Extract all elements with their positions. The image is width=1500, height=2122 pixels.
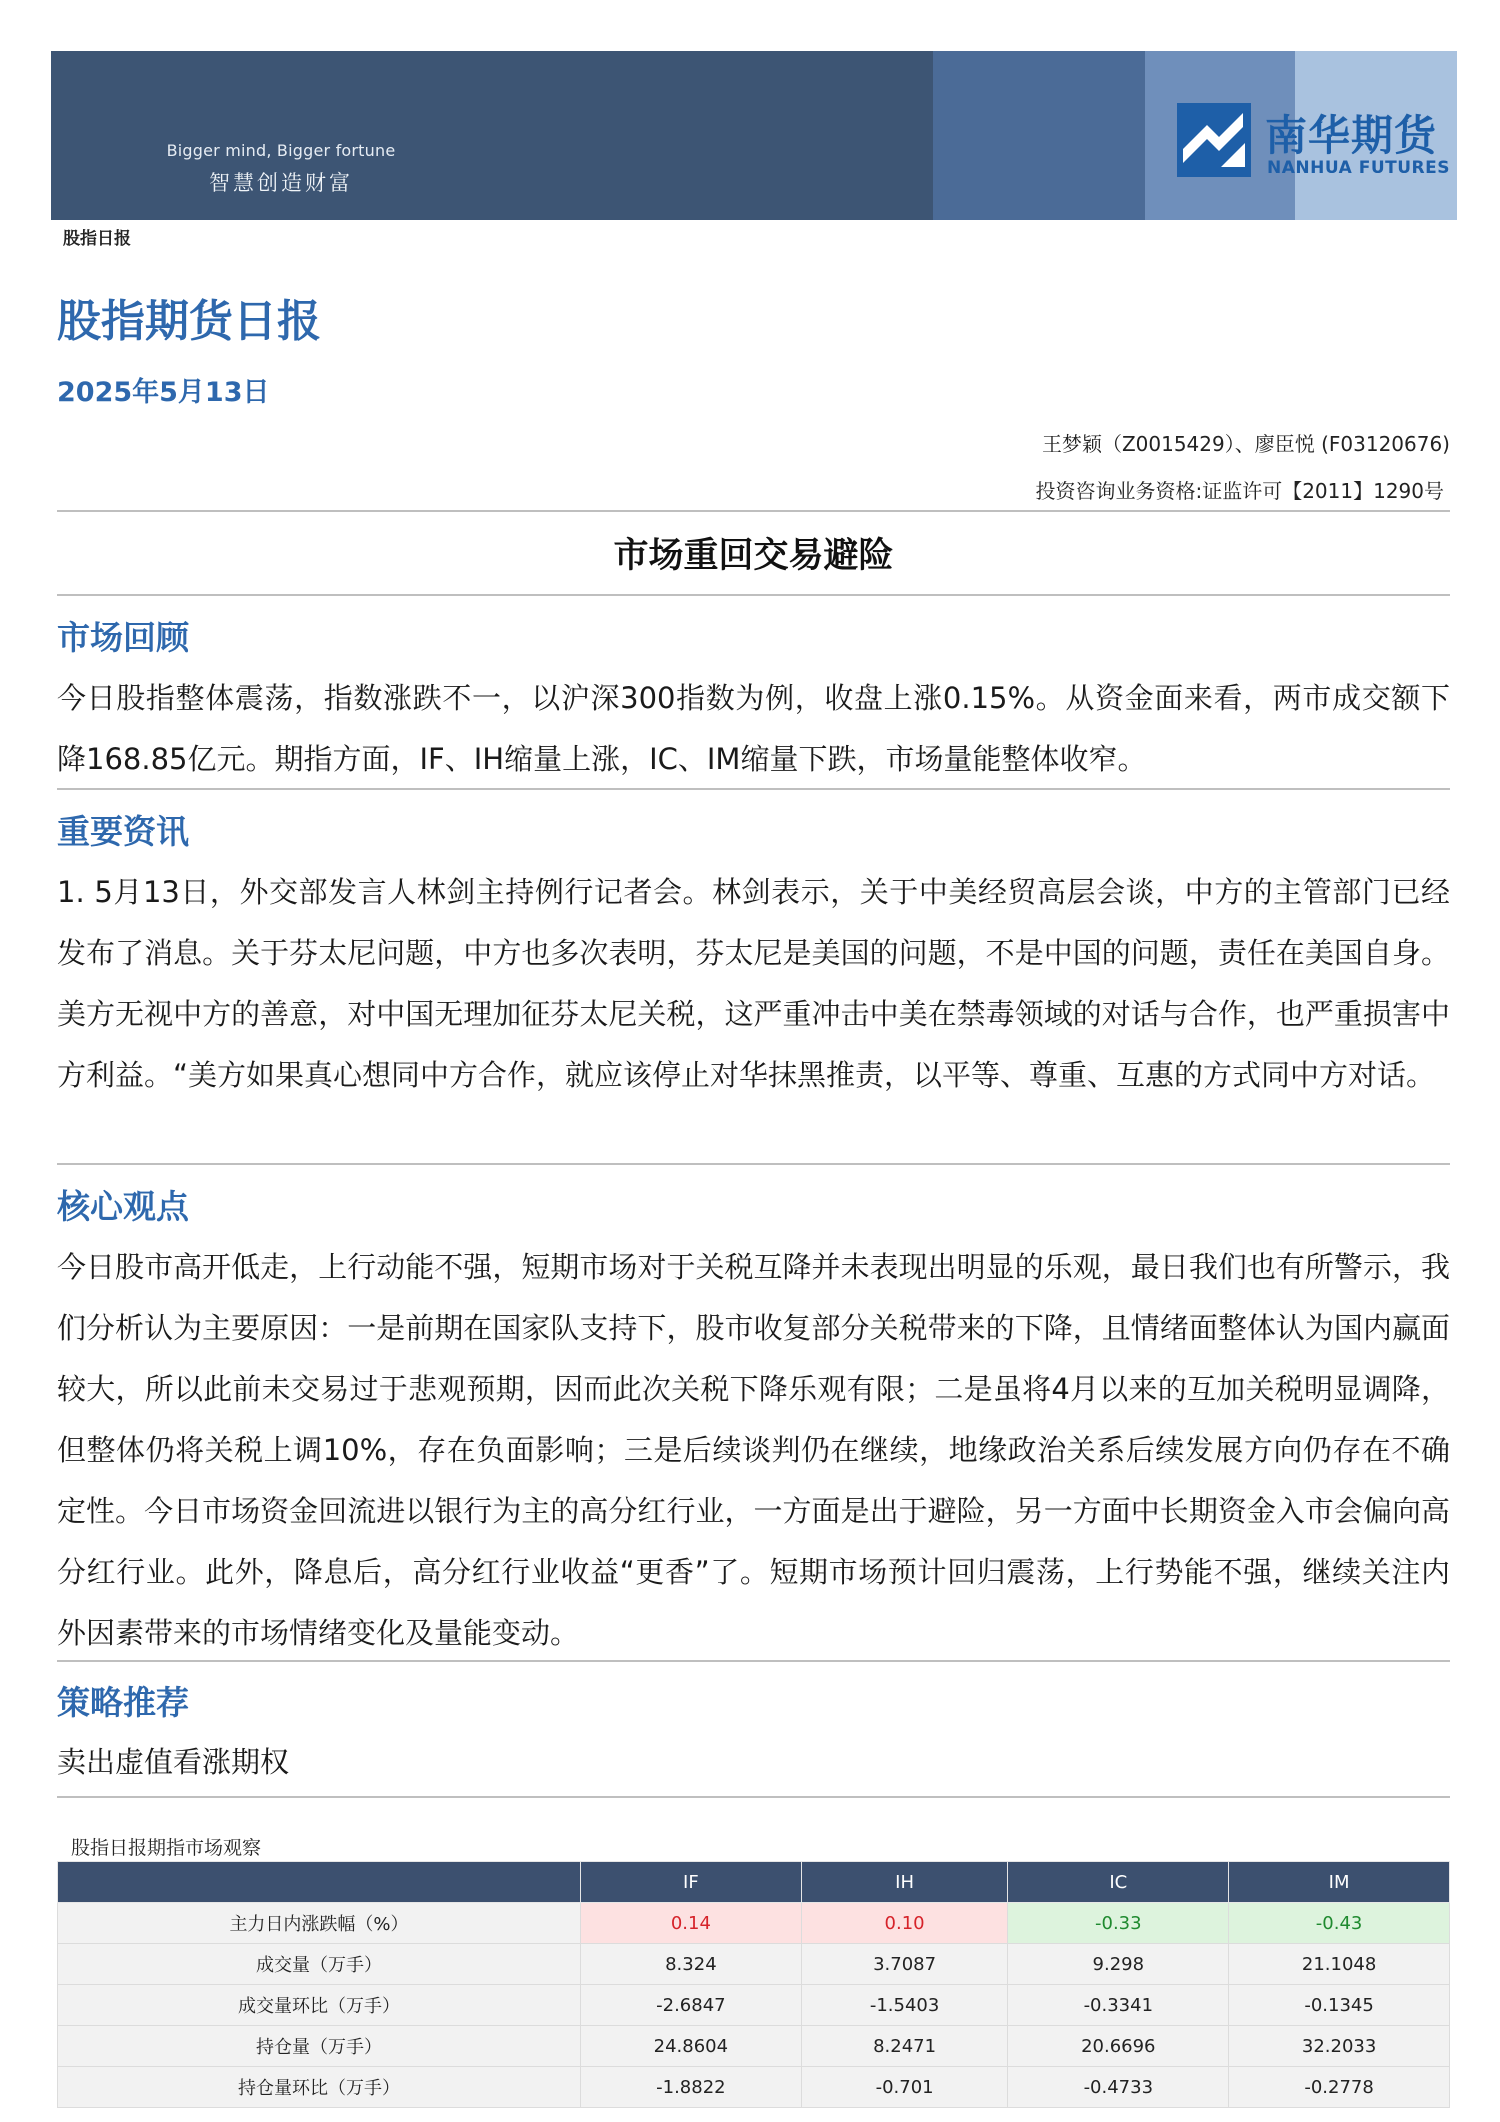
table-header-cell: IC bbox=[1008, 1862, 1229, 1903]
section-body-core-view: 今日股市高开低走，上行动能不强，短期市场对于关税互降并未表现出明显的乐观，最日我们也有所警示，我们分析认为主要原因：一是前期在国家队支持下，股市收复部分关税带来的下降，且情绪面整体认为国内赢面较大，所以此前未交易过于悲观预期，因而此次关税下降乐观有限；二是虽将4月以来的互加关税明显调降，但整体仍将关税上调10%，存在负面影响；三是后续谈判仍在继续，地缘政治关系后续发展方向仍存在不确定性。今日市场资金回流进以银行为主的高分红行业，一方面是出于避险，另一方面中长期资金入市会偏向高分红行业。此外，降息后，高分红行业收益“更香”了。短期市场预计回归震荡，上行势能不强，继续关注内外因素带来的市场情绪变化及量能变动。 bbox=[57, 1250, 1450, 1650]
table-caption: 股指日报期指市场观察 bbox=[71, 1837, 262, 1859]
section-title-strategy: 策略推荐 bbox=[57, 1683, 189, 1722]
table-cell: 32.2033 bbox=[1229, 2026, 1450, 2067]
table-row bbox=[58, 1985, 1450, 2026]
table-cell: -0.3341 bbox=[1008, 1985, 1229, 2026]
section-title-core-view: 核心观点 bbox=[57, 1187, 189, 1226]
table-cell: -0.2778 bbox=[1229, 2067, 1450, 2108]
table-row bbox=[58, 1903, 1450, 1944]
section-body-key-news: 1. 5月13日，外交部发言人林剑主持例行记者会。林剑表示，关于中美经贸高层会谈，中方的主管部门已经发布了消息。关于芬太尼问题，中方也多次表明，芬太尼是美国的问题，不是中国的问题，责任在美国自身。美方无视中方的善意，对中国无理加征芬太尼关税，这严重冲击中美在禁毒领域的对话与合作，也严重损害中方利益。“美方如果真心想同中方合作，就应该停止对华抹黑推责，以平等、尊重、互惠的方式同中方对话。 bbox=[57, 875, 1450, 1092]
row-label: 主力日内涨跌幅（%） bbox=[58, 1903, 581, 1944]
table-row bbox=[58, 1944, 1450, 1985]
table-header-cell bbox=[58, 1862, 581, 1903]
table-cell: 8.324 bbox=[581, 1944, 802, 1985]
report-category-tag: 股指日报 bbox=[63, 229, 131, 249]
row-label: 持仓量环比（万手） bbox=[58, 2067, 581, 2108]
table-cell: -1.5403 bbox=[801, 1985, 1008, 2026]
report-authors: 王梦颖（Z0015429）、廖臣悦 (F03120676) bbox=[1041, 432, 1450, 456]
table-cell: 3.7087 bbox=[801, 1944, 1008, 1985]
logo-english-name bbox=[1267, 158, 1450, 178]
market-observation-table bbox=[57, 1861, 1450, 2108]
nanhua-logo-icon bbox=[1177, 103, 1251, 177]
table-cell: -0.1345 bbox=[1229, 1985, 1450, 2026]
table-cell: -0.33 bbox=[1008, 1903, 1229, 1944]
divider bbox=[57, 594, 1450, 596]
divider bbox=[57, 1163, 1450, 1165]
slogan-english: Bigger mind, Bigger fortune bbox=[166, 141, 396, 160]
table-header-cell: IM bbox=[1229, 1862, 1450, 1903]
table-header-row bbox=[58, 1862, 1450, 1903]
license-info: 投资咨询业务资格:证监许可【2011】1290号 bbox=[1035, 479, 1444, 503]
table-header-cell: IH bbox=[801, 1862, 1008, 1903]
table-cell: 9.298 bbox=[1008, 1944, 1229, 1985]
table-cell: 8.2471 bbox=[801, 2026, 1008, 2067]
divider bbox=[57, 1660, 1450, 1662]
table-cell: 0.14 bbox=[581, 1903, 802, 1944]
report-date: 2025年5月13日 bbox=[57, 377, 270, 408]
row-label: 成交量（万手） bbox=[58, 1944, 581, 1985]
table-row bbox=[58, 2026, 1450, 2067]
company-logo bbox=[1177, 103, 1457, 183]
table-cell: 20.6696 bbox=[1008, 2026, 1229, 2067]
section-body-market-review: 今日股指整体震荡，指数涨跌不一，以沪深300指数为例，收盘上涨0.15%。从资金面来看，两市成交额下降168.85亿元。期指方面，IF、IH缩量上涨，IC、IM缩量下跌，市场量能整体收窄。 bbox=[57, 681, 1450, 776]
header-banner bbox=[51, 51, 1457, 220]
row-label: 成交量环比（万手） bbox=[58, 1985, 581, 2026]
section-title-key-news: 重要资讯 bbox=[57, 812, 189, 851]
table-cell: -0.43 bbox=[1229, 1903, 1450, 1944]
table-header-cell: IF bbox=[581, 1862, 802, 1903]
table-cell: -1.8822 bbox=[581, 2067, 802, 2108]
report-headline: 市场重回交易避险 bbox=[613, 536, 894, 576]
table-cell: -0.4733 bbox=[1008, 2067, 1229, 2108]
table-cell: 21.1048 bbox=[1229, 1944, 1450, 1985]
row-label: 持仓量（万手） bbox=[58, 2026, 581, 2067]
divider bbox=[57, 1796, 1450, 1798]
banner-panel bbox=[933, 51, 1145, 220]
table-cell: -0.701 bbox=[801, 2067, 1008, 2108]
section-body-strategy: 卖出虚值看涨期权 bbox=[57, 1745, 290, 1779]
slogan-chinese: 智慧创造财富 bbox=[209, 171, 353, 195]
section-title-market-review: 市场回顾 bbox=[57, 618, 189, 657]
divider bbox=[57, 510, 1450, 512]
table-cell: 24.8604 bbox=[581, 2026, 802, 2067]
table-cell: -2.6847 bbox=[581, 1985, 802, 2026]
logo-english-part: NANHUA bbox=[1267, 158, 1353, 178]
table-row bbox=[58, 2067, 1450, 2108]
logo-english-part: FUTURES bbox=[1358, 158, 1450, 178]
logo-chinese-name: 南华期货 bbox=[1265, 111, 1438, 160]
report-title: 股指期货日报 bbox=[57, 296, 321, 347]
table-cell: 0.10 bbox=[801, 1903, 1008, 1944]
divider bbox=[57, 788, 1450, 790]
